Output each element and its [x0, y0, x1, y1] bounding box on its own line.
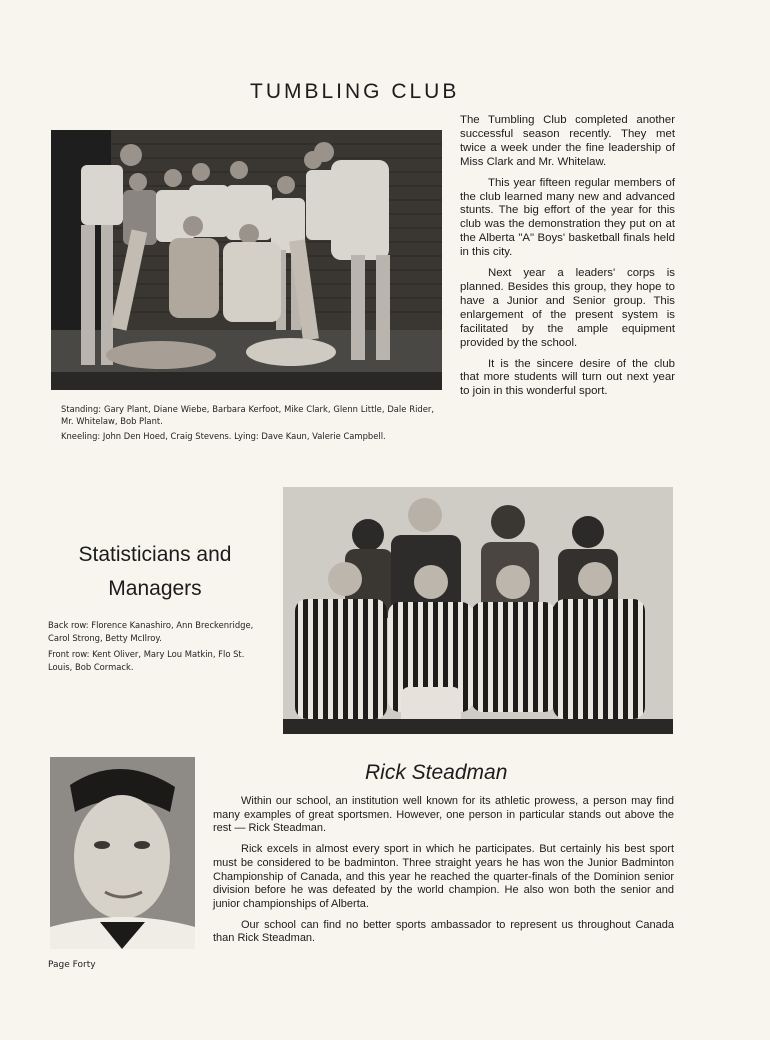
statisticians-title-line2: Managers [108, 577, 202, 600]
page-number: Page Forty [48, 960, 96, 970]
caption-standing: Standing: Gary Plant, Diane Wiebe, Barbara Kerfoot, Mike Clark, Glenn Little, Dale Rider, Mr. Whitelaw, Bob Plant. [61, 404, 434, 426]
tumbling-photo-caption [61, 403, 434, 445]
caption-kneeling: Kneeling: John Den Hoed, Craig Stevens. Lying: Dave Kaun, Valerie Campbell. [61, 431, 386, 441]
tumbling-club-title: TUMBLING CLUB [250, 80, 460, 103]
rick-steadman-portrait [50, 757, 195, 949]
tumbling-club-article [460, 114, 675, 406]
tumbling-paragraph-3: Next year a leaders' corps is planned. Besides this group, they hope to have a Junior and Senior group. This enlargement of the present system is facilitated by the ample equipment provided by the school. [460, 267, 675, 349]
rick-paragraph-2: Rick excels in almost every sport in which he participates. But certainly his best sport must be considered to be badminton. Three straight years he has won the Junior Badminton Championship of Canada, and this year he reached the quarter-finals of the Dominion senior division before he was defeated by the world champion. He also won both the senior and junior championships of Alberta. [213, 843, 674, 910]
statisticians-title [55, 538, 255, 606]
tumbling-paragraph-2: This year fifteen regular members of the club learned many new and advanced stunts. The big effort of the year for this club was the demonstration they put on at the Alberta "A" Boys' basketball finals held in this city. [460, 176, 675, 259]
caption-front-row: Front row: Kent Oliver, Mary Lou Matkin, Flo St. Louis, Bob Cormack. [48, 649, 245, 672]
statisticians-caption [48, 619, 264, 677]
tumbling-paragraph-4: It is the sincere desire of the club that more students will turn out next year to join in this wonderful sport. [460, 357, 675, 398]
statisticians-title-line1: Statisticians and [78, 543, 232, 566]
caption-back-row: Back row: Florence Kanashiro, Ann Breckenridge, Carol Strong, Betty McIlroy. [48, 620, 254, 643]
tumbling-paragraph-1: The Tumbling Club completed another successful season recently. They met twice a week under the fine leadership of Miss Clark and Mr. Whitelaw. [460, 114, 675, 168]
rick-paragraph-1: Within our school, an institution well known for its athletic prowess, a person may find many examples of great sportsmen. However, one person in particular stands out above the rest — Rick Steadman. [213, 795, 674, 835]
rick-steadman-title: Rick Steadman [365, 761, 508, 784]
statisticians-photo [283, 487, 673, 734]
tumbling-club-photo [51, 130, 442, 390]
rick-paragraph-3: Our school can find no better sports ambassador to represent us throughout Canada than Rick Steadman. [213, 918, 674, 945]
rick-steadman-article [213, 795, 674, 953]
